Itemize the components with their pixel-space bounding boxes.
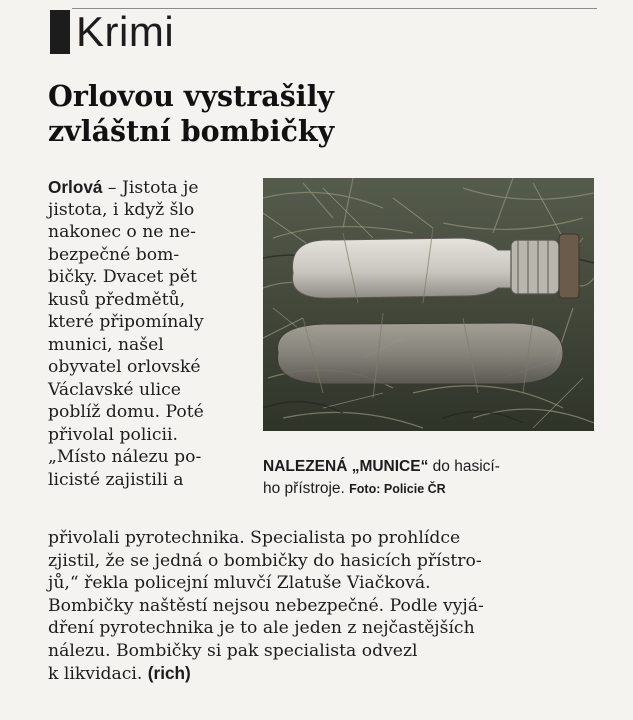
caption-text: ho přístroje. (263, 480, 350, 497)
body-line: obyvatel orlovské (48, 357, 201, 377)
author-signature: (rich) (147, 663, 191, 683)
article-body-narrow-column (48, 176, 204, 491)
caption-line (263, 456, 603, 478)
body-line: kusů předmětů, (48, 289, 186, 310)
photo-caption (263, 456, 603, 500)
body-line: přivolal policii. (48, 424, 178, 445)
body-line: dření pyrotechnika je to ale jeden z nejčastějších (48, 618, 475, 638)
article-body-full-width (48, 527, 484, 685)
body-line: „Místo nálezu po- (48, 447, 202, 467)
body-line: bezpečné bom- (48, 244, 180, 265)
body-line: licisté zajistili a (48, 469, 184, 490)
article-headline (48, 79, 608, 149)
section-label: Krimi (76, 8, 175, 55)
body-line: které připomínaly (48, 312, 204, 332)
body-line (48, 176, 204, 199)
caption-line (263, 478, 603, 500)
body-line: poblíž domu. Poté (48, 402, 204, 422)
section-marker-bar (50, 10, 70, 54)
article-photo (263, 178, 594, 431)
headline-line: zvláštní bombičky (48, 114, 335, 148)
body-line: zjistil, že se jedná o bombičky do hasicích přístro- (48, 550, 482, 571)
body-line: bičky. Dvacet pět (48, 267, 197, 287)
body-line: munici, našel (48, 334, 164, 355)
body-line: Václavské ulice (48, 379, 181, 400)
body-line: přivolali pyrotechnika. Specialista po prohlídce (48, 528, 461, 548)
body-line: jů,“ řekla policejní mluvčí Zlatuše Viačková. (48, 573, 431, 593)
caption-text: do hasicí- (428, 458, 500, 475)
photo-munition-in-grass (263, 178, 594, 431)
body-line-text: – Jistota je (102, 178, 199, 198)
dateline: Orlová (48, 177, 103, 197)
caption-heading: NALEZENÁ „MUNICE“ (263, 458, 429, 475)
body-line: Bombičky naštěstí nejsou nebezpečné. Podle vyjá- (48, 595, 484, 616)
headline-line: Orlovou vystrašily (48, 79, 334, 113)
photo-credit: Foto: Policie ČR (349, 482, 446, 496)
body-line-text: k likvidaci. (48, 664, 148, 684)
body-line: nakonec o ne ne- (48, 222, 196, 242)
body-line: jistota, i když šlo (48, 199, 195, 220)
body-line: nálezu. Bombičky si pak specialista odvezl (48, 640, 418, 661)
body-line (48, 662, 484, 685)
